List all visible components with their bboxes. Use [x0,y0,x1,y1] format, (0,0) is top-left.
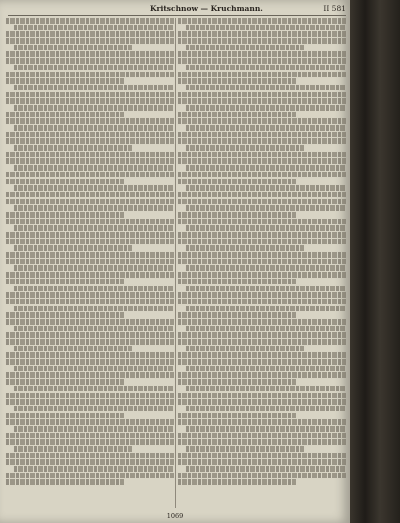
entry-line [14,45,132,51]
entry-line [6,219,174,225]
entry-line [178,98,346,104]
entry-line [186,25,346,31]
entry-line [186,426,346,432]
entries-column-right [178,18,346,508]
entry-line [14,65,174,71]
entry-line [6,453,174,459]
entry-line [178,479,296,485]
entry-line [14,306,174,312]
entry-line [178,132,346,138]
entry-line [14,466,174,472]
entry-line [6,172,174,178]
entry-line [6,359,174,365]
entry-line [6,352,174,358]
entry-line [6,459,174,465]
entry-line [6,259,174,265]
entry-line [14,366,174,372]
entry-line [178,239,346,245]
entry-line [186,406,346,412]
entry-line [6,51,174,57]
entry-line [14,265,174,271]
entry-line [14,326,174,332]
entry-line [178,118,346,124]
entry-line [178,453,346,459]
entry-line [178,138,346,144]
entry-line [6,299,174,305]
entry-line [186,125,346,131]
entry-line [14,145,132,151]
entry-line [178,279,296,285]
entry-line [6,92,174,98]
entry-line [6,312,124,318]
entry-line [178,158,346,164]
entry-line [178,399,346,405]
entry-line [178,92,346,98]
entry-line [178,359,346,365]
entry-line [6,212,124,218]
entry-line [178,352,346,358]
entry-line [6,112,124,118]
entry-line [178,439,346,445]
entry-line [6,292,174,298]
entry-line [186,65,346,71]
entry-line [14,386,174,392]
entry-line [6,419,174,425]
entry-line [6,413,124,419]
entries-column-left [6,18,174,508]
entry-line [178,18,346,24]
entry-line [178,152,346,158]
entry-line [6,78,124,84]
entry-line [6,158,174,164]
entry-line [178,172,346,178]
entry-line [178,112,296,118]
entry-line [178,252,346,258]
entry-line [178,299,346,305]
entry-line [178,192,346,198]
entry-line [14,426,174,432]
entry-line [186,45,304,51]
entry-line [6,372,174,378]
entry-line [186,386,346,392]
entry-line [14,105,174,111]
book-spine [350,0,400,523]
entry-line [6,272,174,278]
entry-line [6,152,174,158]
entry-line [6,399,174,405]
entry-line [14,185,174,191]
entry-line [178,219,346,225]
entry-line [186,326,346,332]
entry-line [14,245,132,251]
entry-line [6,72,174,78]
entry-line [14,346,132,352]
entry-line [178,272,346,278]
entry-line [6,18,174,24]
entry-line [178,332,346,338]
entry-line [186,225,346,231]
entry-line [186,446,304,452]
entry-line [6,393,174,399]
entry-line [6,279,124,285]
page-footer: 1069 [166,512,184,520]
entry-line [178,312,296,318]
entry-line [186,366,346,372]
entry-line [6,379,124,385]
entry-line [6,332,174,338]
entry-line [178,232,346,238]
entry-line [178,72,346,78]
entry-line [178,212,296,218]
entry-line [178,78,296,84]
entry-line [178,51,346,57]
entry-line [178,413,296,419]
entry-line [6,192,174,198]
entry-line [178,339,346,345]
entry-line [6,132,174,138]
entry-line [14,446,132,452]
entry-line [186,265,346,271]
entry-line [6,433,174,439]
entry-line [14,165,174,171]
entry-line [178,419,346,425]
entry-line [14,25,174,31]
entry-line [186,306,346,312]
entry-line [6,439,174,445]
entry-line [6,38,174,44]
entry-line [178,433,346,439]
entry-line [6,179,124,185]
entry-line [186,165,346,171]
entry-line [178,38,346,44]
entry-line [186,245,304,251]
entry-line [6,252,174,258]
entry-line [14,125,174,131]
entry-line [186,145,304,151]
entry-line [14,205,174,211]
entry-line [178,372,346,378]
entry-line [186,205,346,211]
running-title: Kritschnow — Kruchmann. [150,4,263,13]
entry-line [6,473,174,479]
entry-line [186,466,346,472]
entry-line [14,85,174,91]
entry-line [6,199,174,205]
entry-line [178,379,296,385]
column-divider [175,18,176,508]
entry-line [6,239,174,245]
entry-line [6,339,174,345]
entry-line [178,473,346,479]
entry-line [178,292,346,298]
entry-line [186,85,346,91]
header-rule [8,15,346,16]
entry-line [178,393,346,399]
entry-line [178,459,346,465]
entry-line [178,319,346,325]
page-number: II 581 [323,4,346,13]
entry-line [6,138,174,144]
entry-line [178,179,296,185]
entry-line [178,259,346,265]
entry-line [6,232,174,238]
entry-line [178,199,346,205]
entry-line [14,286,174,292]
entry-line [14,406,174,412]
entry-line [6,479,124,485]
entry-line [186,185,346,191]
entry-line [6,58,174,64]
entry-line [186,105,346,111]
entry-line [186,346,304,352]
entry-line [6,118,174,124]
entry-line [186,286,346,292]
entry-line [178,58,346,64]
entry-line [14,225,174,231]
entry-line [6,98,174,104]
entry-line [6,31,174,37]
entry-line [178,31,346,37]
entry-line [6,319,174,325]
